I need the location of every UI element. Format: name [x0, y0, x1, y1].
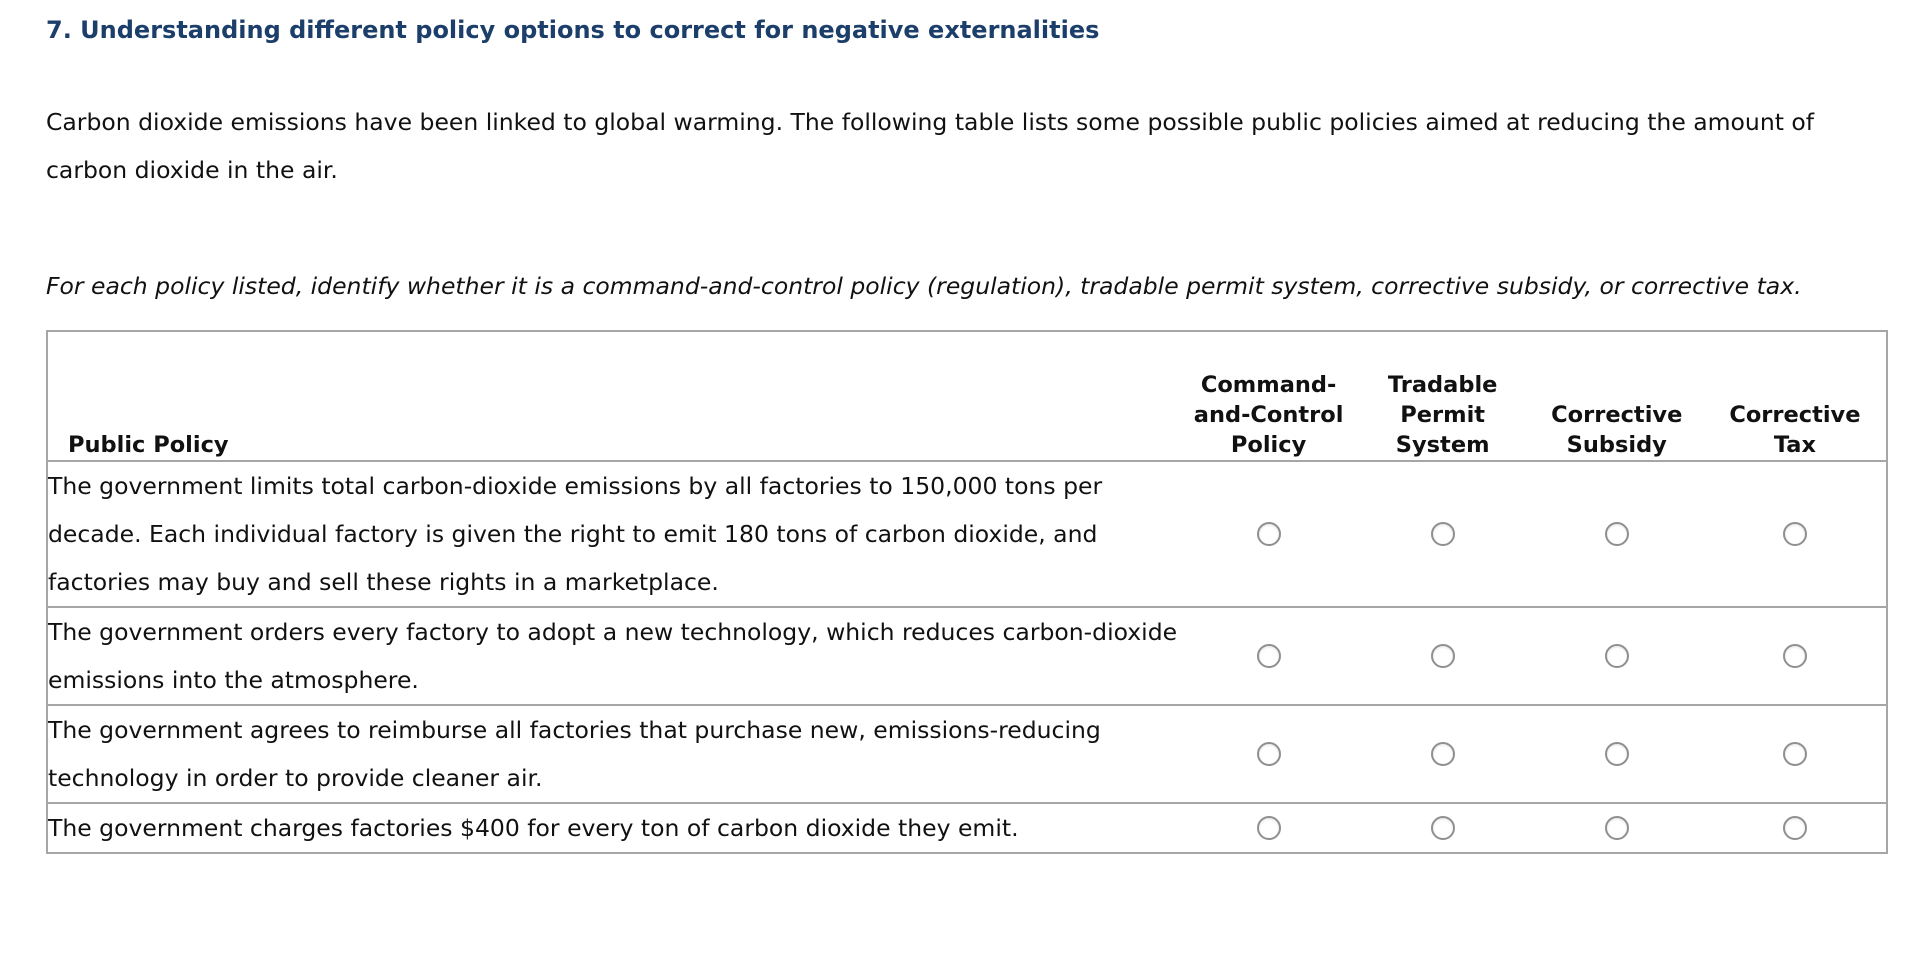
radio-corrective-tax-row-2[interactable] [1783, 644, 1807, 668]
question-intro: Carbon dioxide emissions have been linked to global warming. The following table lists some possible public policies aimed at reducing the amount of carbon dioxide in the air. [46, 108, 1815, 184]
radio-corrective-tax-row-3[interactable] [1783, 742, 1807, 766]
radio-cell [1182, 705, 1356, 803]
tradable-permit-header [1356, 331, 1530, 461]
radio-cell [1530, 705, 1704, 803]
radio-cell [1704, 803, 1887, 853]
table-row [47, 461, 1887, 607]
radio-corrective-subsidy-row-3[interactable] [1605, 742, 1629, 766]
radio-command-and-control-row-4[interactable] [1257, 816, 1281, 840]
table-row [47, 705, 1887, 803]
radio-cell [1704, 461, 1887, 607]
radio-cell [1182, 461, 1356, 607]
radio-cell [1530, 461, 1704, 607]
table-row [47, 607, 1887, 705]
radio-cell [1704, 607, 1887, 705]
radio-cell [1356, 607, 1530, 705]
radio-cell [1356, 461, 1530, 607]
policy-description: The government orders every factory to adopt a new technology, which reduces carbon-dioxide emissions into the atmosphere. [47, 607, 1182, 705]
radio-tradable-permit-row-2[interactable] [1431, 644, 1455, 668]
radio-cell [1704, 705, 1887, 803]
public-policy-header: Public Policy [47, 331, 1182, 461]
question-title: 7. Understanding different policy options to correct for negative externalities [46, 16, 1100, 44]
header-label: Command-and-Control Policy [1193, 372, 1344, 458]
policy-classification-table [46, 330, 1888, 854]
policy-description: The government charges factories $400 for every ton of carbon dioxide they emit. [48, 814, 1019, 842]
radio-corrective-tax-row-4[interactable] [1783, 816, 1807, 840]
radio-cell [1356, 705, 1530, 803]
radio-tradable-permit-row-4[interactable] [1431, 816, 1455, 840]
header-label: Tradable Permit System [1387, 372, 1498, 458]
table-header-row [47, 331, 1887, 461]
header-label: Corrective Subsidy [1551, 402, 1683, 458]
radio-cell [1182, 803, 1356, 853]
question-content [46, 0, 1896, 842]
radio-corrective-tax-row-1[interactable] [1783, 522, 1807, 546]
policy-description: The government agrees to reimburse all factories that purchase new, emissions-reducing technology in order to provide cleaner air. [47, 705, 1182, 803]
command-and-control-header [1182, 331, 1356, 461]
radio-command-and-control-row-2[interactable] [1257, 644, 1281, 668]
policy-description: The government limits total carbon-dioxide emissions by all factories to 150,000 tons per decade. Each individual factory is given the right to emit 180 tons of carbon dioxide, and factories may buy and sell these rights in a marketplace. [47, 461, 1182, 607]
header-label: Corrective Tax [1729, 402, 1861, 458]
corrective-tax-header [1704, 331, 1887, 461]
radio-tradable-permit-row-3[interactable] [1431, 742, 1455, 766]
radio-cell [1356, 803, 1530, 853]
radio-corrective-subsidy-row-4[interactable] [1605, 816, 1629, 840]
question-instruction: For each policy listed, identify whether it is a command-and-control policy (regulation), tradable permit system, corrective subsidy, or corrective tax. [46, 272, 1802, 300]
table-row [47, 803, 1887, 853]
radio-cell [1530, 607, 1704, 705]
radio-corrective-subsidy-row-1[interactable] [1605, 522, 1629, 546]
corrective-subsidy-header [1530, 331, 1704, 461]
radio-command-and-control-row-3[interactable] [1257, 742, 1281, 766]
radio-cell [1182, 607, 1356, 705]
radio-tradable-permit-row-1[interactable] [1431, 522, 1455, 546]
radio-corrective-subsidy-row-2[interactable] [1605, 644, 1629, 668]
radio-cell [1530, 803, 1704, 853]
radio-command-and-control-row-1[interactable] [1257, 522, 1281, 546]
